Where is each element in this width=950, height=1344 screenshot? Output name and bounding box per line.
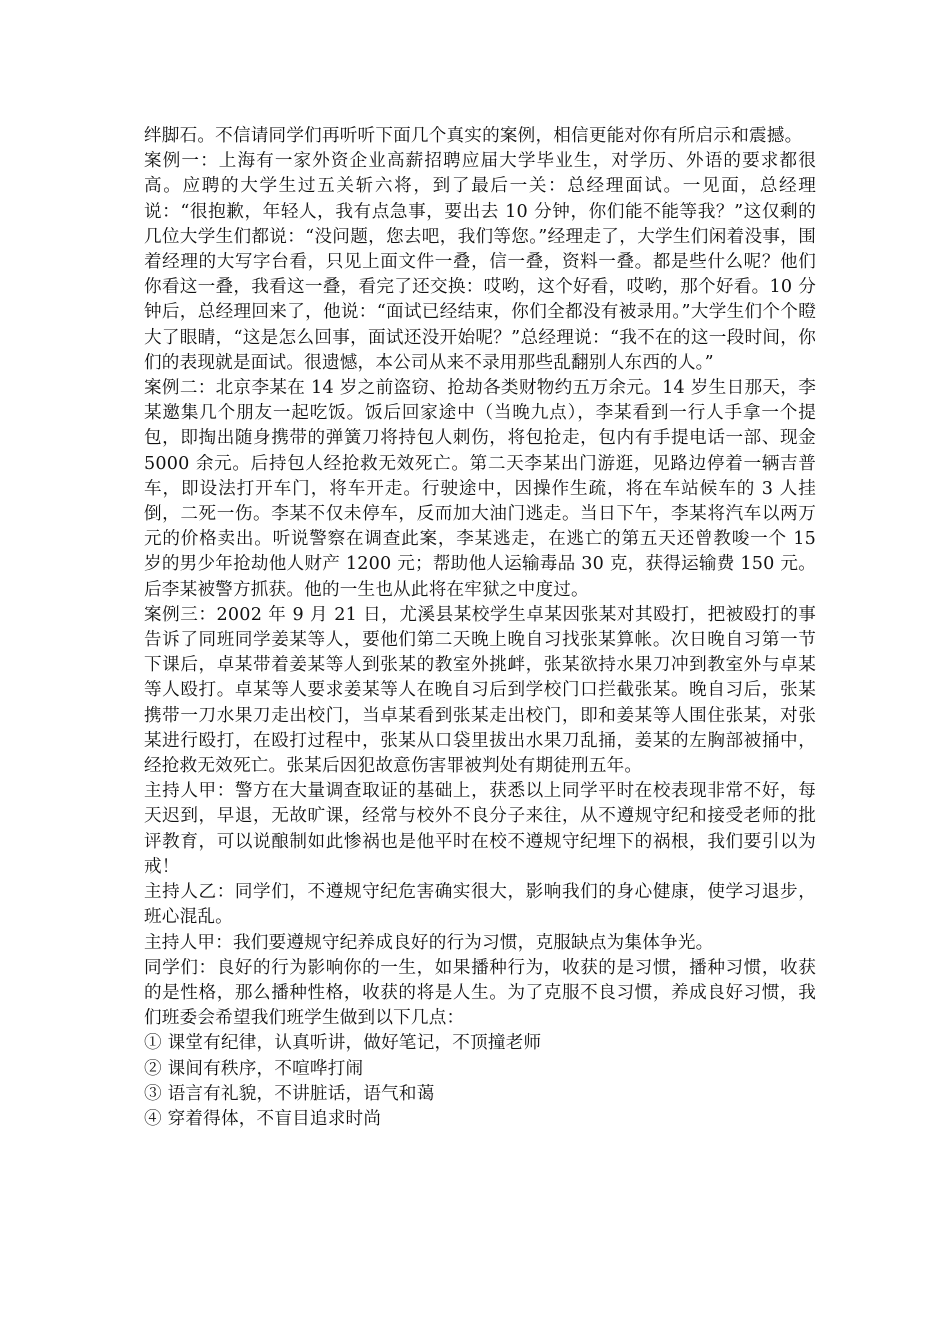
list-item-language: ③ 语言有礼貌，不讲脏话，语气和蔼	[144, 1083, 435, 1104]
document-body	[144, 124, 816, 1132]
list-item-classroom: ① 课堂有纪律，认真听讲，做好笔记，不顶撞老师	[144, 1033, 542, 1054]
paragraph-case-two: 案例二：北京李某在 14 岁之前盗窃、抢劫各类财物约五万余元。14 岁生日那天，李某邀集几个朋友一起吃饭。饭后回家途中（当晚九点），李某看到一行人手拿一个提包，即掏出随身携带的弹簧刀将持包人刺伤，将包抢走，包内有手提电话一部、现金 5000 余元。后持包人经抢救无效死亡。第二天李某出门游逛，见路边停着一辆吉普车，即设法打开车门，将车开走。行驶途中，因操作生疏，将在车站候车的 3 人挂倒，二死一伤。李某不仅未停车，反而加大油门逃走。当日下午，李某将汽车以两万元的价格卖出。听说警察在调查此案，李某逃走，在逃亡的第五天还曾教唆一个 15 岁的男少年抢劫他人财产 1200 元；帮助他人运输毒品 30 克，获得运输费 150 元。后李某被警方抓获。他的一生也从此将在牢狱之中度过。	[144, 378, 816, 600]
paragraph-case-three: 案例三：2002 年 9 月 21 日，尤溪县某校学生卓某因张某对其殴打，把被殴打的事告诉了同班同学姜某等人，要他们第二天晚上晚自习找张某算帐。次日晚自习第一节下课后，卓某带着姜某等人到张某的教室外挑衅，张某欲持水果刀冲到教室外与卓某等人殴打。卓某等人要求姜某等人在晚自习后到学校门口拦截张某。晚自习后，张某携带一刀水果刀走出校门，当卓某看到张某走出校门，即和姜某等人围住张某，对张某进行殴打，在殴打过程中，张某从口袋里拔出水果刀乱捅，姜某的左胸部被捅中，经抢救无效死亡。张某后因犯故意伤害罪被判处有期徒刑五年。	[144, 604, 816, 777]
paragraph-classmates: 同学们：良好的行为影响你的一生，如果播种行为，收获的是习惯，播种习惯，收获的是性格，那么播种性格，收获的将是人生。为了克服不良习惯，养成良好习惯，我们班委会希望我们班学生做到以下几点：	[144, 957, 816, 1029]
paragraph-case-one: 案例一：上海有一家外资企业高薪招聘应届大学毕业生，对学历、外语的要求都很高。应聘的大学生过五关斩六将，到了最后一关：总经理面试。一见面，总经理说：“很抱歉，年轻人，我有点急事，要出去 10 分钟，你们能不能等我？”这仅剩的几位大学生们都说：“没问题，您去吧，我们等您。”经理走了，大学生们闲着没事，围着经理的大写字台看，只见上面文件一叠，信一叠，资料一叠。都是些什么呢？他们你看这一叠，我看这一叠，看完了还交换：哎哟，这个好看，哎哟，那个好看。10 分钟后，总经理回来了，他说：“面试已经结束，你们全都没有被录用。”大学生们个个瞪大了眼睛，“这是怎么回事，面试还没开始呢？”总经理说：“我不在的这一段时间，你们的表现就是面试。很遗憾，本公司从来不录用那些乱翻别人东西的人。”	[144, 151, 816, 373]
paragraph-intro: 绊脚石。不信请同学们再听听下面几个真实的案例，相信更能对你有所启示和震撼。	[144, 126, 803, 146]
paragraph-host-a-second: 主持人甲：我们要遵规守纪养成良好的行为习惯，克服缺点为集体争光。	[144, 932, 714, 953]
paragraph-host-b: 主持人乙：同学们，不遵规守纪危害确实很大，影响我们的身心健康，使学习退步，班心混乱。	[144, 882, 816, 928]
list-item-dress: ④ 穿着得体，不盲目追求时尚	[144, 1108, 382, 1129]
paragraph-host-a: 主持人甲：警方在大量调查取证的基础上，获悉以上同学平时在校表现非常不好，每天迟到，早退，无故旷课，经常与校外不良分子来往，从不遵规守纪和接受老师的批评教育，可以说酿制如此惨祸也是他平时在校不遵规守纪埋下的祸根，我们要引以为戒！	[144, 781, 816, 877]
list-item-break: ② 课间有秩序，不喧哗打闹	[144, 1058, 364, 1079]
